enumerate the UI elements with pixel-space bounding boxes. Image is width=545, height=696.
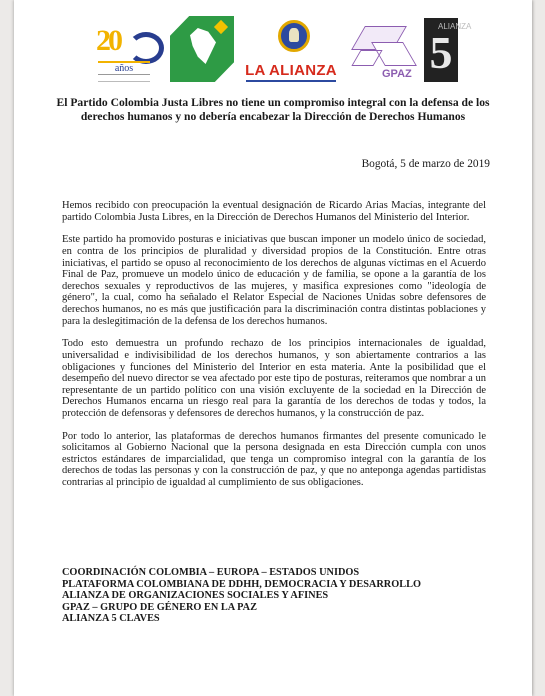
- logo-fine-print: [98, 74, 150, 82]
- gpaz-text: GPAZ: [382, 68, 412, 80]
- la-alianza-logo: [240, 20, 342, 86]
- la-alianza-text: LA ALIANZA: [245, 62, 337, 79]
- coordinacion-logo: [170, 16, 236, 84]
- swirl-icon: [128, 32, 164, 64]
- logo-word: años: [98, 61, 150, 74]
- logo-tag: ALIANZA: [438, 22, 472, 31]
- logo-underline: [246, 80, 336, 82]
- paragraph: Este partido ha promovido posturas e iniciativas que buscan imponer un modelo único de sociedad, en contra de los principios de pluralidad y diversidad propios de la Constitución. Entre otras iniciativas, el partido se opuso al reconocimiento de los derechos de algunas víctimas en el Acuerdo Final de Paz, promueve un modelo único de educación y de familia, se opone a la garantía de los derechos sexuales y reproductivos de las mujeres, y masifica expresiones como "ideología de género", la cual, como ha señalado el Relator Especial de Naciones Unidas sobre defensores de derechos humanos, no es más que justificación para la discriminación contra distintas poblaciones y para la deslegitimación de la defensa de los derechos humanos.: [62, 234, 486, 327]
- gpaz-logo: [348, 18, 420, 86]
- signatory: PLATAFORMA COLOMBIANA DE DDHH, DEMOCRACIA Y DESARROLLO: [62, 578, 421, 590]
- logo-number: 20: [96, 24, 120, 57]
- signatory: ALIANZA 5 CLAVES: [62, 613, 160, 625]
- alianza-5-claves-logo: [424, 18, 472, 82]
- document-body: [62, 200, 486, 500]
- signatory: GPAZ – GRUPO DE GÉNERO EN LA PAZ: [62, 601, 257, 613]
- date-line: Bogotá, 5 de marzo de 2019: [361, 158, 490, 170]
- signatory: COORDINACIÓN COLOMBIA – EUROPA – ESTADOS UNIDOS: [62, 567, 360, 578]
- document-page: [14, 0, 532, 696]
- logo-strip: [14, 16, 532, 88]
- logo-five: 5: [429, 27, 453, 78]
- veinte-anos-logo: [96, 24, 162, 84]
- paragraph: Hemos recibido con preocupación la eventual designación de Ricardo Arias Macías, integrante del partido Colombia Justa Libres, en la Dirección de Derechos Humanos del Ministerio del Interior.: [62, 200, 486, 223]
- paragraph: Todo esto demuestra un profundo rechazo de los principios internacionales de igualdad, universalidad e indivisibilidad de los derechos humanos, y son abiertamente contrarios a las obligaciones y funciones del Ministerio del Interior en esta materia. Ante la posibilidad que el desempeño del nuevo director se vea afectado por este tipo de posturas, reiteramos que nombrar a un representante de un partido político con una visión excluyente de la sociedad en la Dirección de Derechos Humanos encarna un riesgo real para la garantía de los derechos de todas y todos, la protección de defensoras y defensores de derechos humanos, y la construcción de paz.: [62, 338, 486, 419]
- document-title: El Partido Colombia Justa Libres no tiene un compromiso integral con la defensa de los derechos humanos y no debería encabezar la Dirección de Derechos Humanos: [56, 96, 490, 124]
- signatory: ALIANZA DE ORGANIZACIONES SOCIALES Y AFINES: [62, 590, 329, 602]
- paragraph: Por todo lo anterior, las plataformas de derechos humanos firmantes del presente comunicado le solicitamos al Gobierno Nacional que la persona designada en esta Dirección cumpla con unos estrictos estándares de imparcialidad, que tenga un compromiso integral con la garantía de los derechos de todas las personas y con la construcción de paz, y que no anteponga agendas partidistas contrarias al principio de igualdad al cumplimiento de sus obligaciones.: [62, 430, 486, 489]
- signatories: [62, 567, 502, 625]
- alianza-emblem-icon: [278, 20, 310, 52]
